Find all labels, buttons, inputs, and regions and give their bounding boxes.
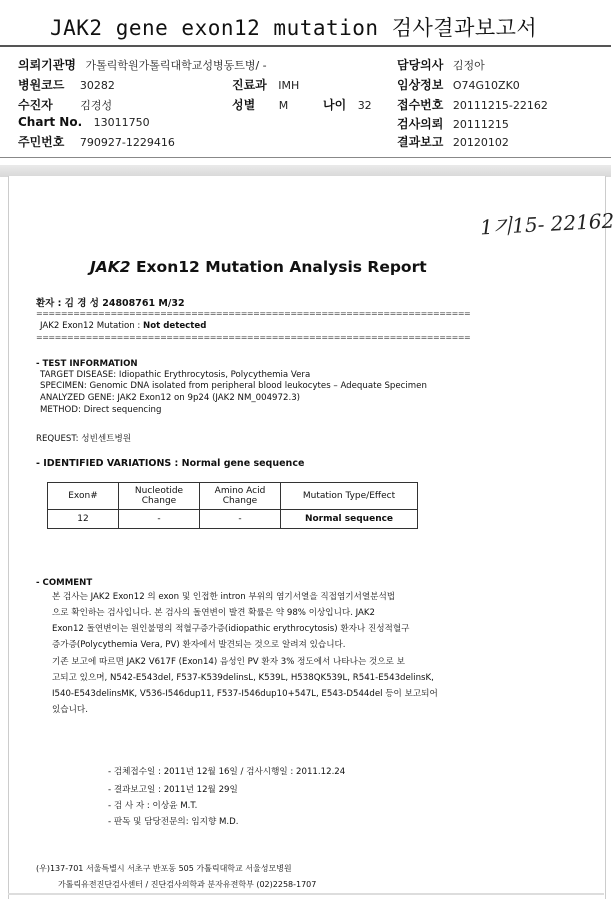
field-clinical-info: 임상정보 O74G10ZK0 — [397, 78, 520, 92]
cell-nucleotide: - — [119, 510, 200, 529]
field-patient-name: 수진자 김경성 — [18, 98, 113, 112]
handwritten-note: 1기15- 22162 — [479, 208, 615, 240]
dash-line-1: ====================================================================== — [36, 309, 471, 318]
address-line: (우)137-701 서울특별시 서초구 반포동 505 가톨릭대학교 서울성모병원 — [36, 864, 292, 873]
cell-amino-acid: - — [200, 510, 281, 529]
comment-line: 기존 보고에 따르면 JAK2 V617F (Exon14) 음성인 PV 환자 3% 정도에서 나타나는 것으로 보 — [52, 657, 405, 667]
header-amino-acid: Amino Acid Change — [200, 483, 281, 510]
report-title: JAK2 Exon12 Mutation Analysis Report — [90, 258, 427, 276]
header-exon: Exon# — [48, 483, 119, 510]
comment-line: Exon12 돌연변이는 원인불명의 적혈구증가증(idiopathic erythrocytosis) 환자나 진성적혈구 — [52, 624, 410, 634]
footer-specialist: - 판독 및 담당전문의: 임지향 M.D. — [108, 817, 239, 827]
page-bottom-edge — [8, 893, 604, 895]
comment-line: I540-E543delinsMK, V536-I546dup11, F537-I546dup10+547L, E543-D544del 등이 보고되어 — [52, 689, 438, 699]
field-receipt-number: 접수번호 20111215-22162 — [397, 98, 548, 112]
report-header — [0, 0, 611, 165]
analyzed-gene: ANALYZED GENE: JAK2 Exon12 on 9p24 (JAK2 NM_004972.3) — [40, 393, 301, 403]
field-chart-number: Chart No. 13011750 — [18, 115, 150, 129]
field-hospital-code: 병원코드 30282 — [18, 78, 115, 92]
document-title: JAK2 gene exon12 mutation 검사결과보고서 — [50, 16, 538, 40]
scanned-report-page — [8, 176, 606, 899]
table-header-row — [48, 483, 418, 510]
patient-line: 환자 : 김 경 성 24808761 M/32 — [36, 298, 185, 309]
header-nucleotide: Nucleotide Change — [119, 483, 200, 510]
field-report-date: 결과보고 20120102 — [397, 135, 509, 149]
field-requesting-institution: 의뢰기관명 가톨릭학원가톨릭대학교성병동트병/ - — [18, 58, 267, 72]
footer-receipt-date: - 검체접수일 : 2011년 12월 16일 / 검사시행일 : 2011.12.24 — [108, 767, 346, 777]
test-info-heading: - TEST INFORMATION — [36, 359, 138, 369]
field-sex: 성별 M — [232, 98, 289, 112]
cell-mutation-type: Normal sequence — [281, 510, 418, 529]
variations-table — [47, 482, 418, 529]
comment-line: 고되고 있으며, N542-E543del, F537-K539delinsL, K539L, H538QK539L, R541-E543delinsK, — [52, 673, 434, 683]
target-disease: TARGET DISEASE: Idiopathic Erythrocytosis, Polycythemia Vera — [40, 370, 311, 380]
header-bottom-divider — [0, 157, 611, 158]
header-mutation-type: Mutation Type/Effect — [281, 483, 418, 510]
request: REQUEST: 성빈센트병원 — [36, 434, 132, 444]
field-department: 진료과 IMH — [232, 78, 300, 92]
specimen: SPECIMEN: Genomic DNA isolated from peripheral blood leukocytes – Adequate Specimen — [40, 381, 427, 391]
comment-heading: - COMMENT — [36, 578, 93, 588]
dash-line-2: ====================================================================== — [36, 333, 471, 342]
footer-report-date: - 결과보고일 : 2011년 12월 29일 — [108, 785, 238, 795]
method: METHOD: Direct sequencing — [40, 405, 162, 415]
field-age: 나이 32 — [323, 98, 372, 112]
comment-line: 으로 확인하는 검사입니다. 본 검사의 돌연변이 발견 확률은 약 98% 이상입니다. JAK2 — [52, 608, 376, 618]
footer-examiner: - 검 사 자 : 이상윤 M.T. — [108, 801, 198, 811]
address-line: 가톨릭유전진단검사센터 / 진단검사의학과 분자유전학부 (02)2258-1707 — [58, 880, 317, 889]
cell-exon: 12 — [48, 510, 119, 529]
header-divider — [0, 45, 611, 47]
comment-line: 본 검사는 JAK2 Exon12 의 exon 및 인접한 intron 부위의 염기서열을 직접염기서열분석법 — [52, 592, 396, 602]
table-row — [48, 510, 418, 529]
identified-variations-heading: - IDENTIFIED VARIATIONS : Normal gene sequence — [36, 458, 305, 469]
field-physician: 담당의사 김정아 — [397, 58, 485, 72]
field-resident-number: 주민번호 790927-1229416 — [18, 135, 175, 149]
comment-line: 있습니다. — [52, 705, 88, 715]
comment-line: 증가증(Polycythemia Vera, PV) 환자에서 발견되는 것으로 알려져 있습니다. — [52, 640, 346, 650]
result-line: JAK2 Exon12 Mutation : Not detected — [40, 321, 207, 331]
field-request-date: 검사의뢰 20111215 — [397, 117, 509, 131]
